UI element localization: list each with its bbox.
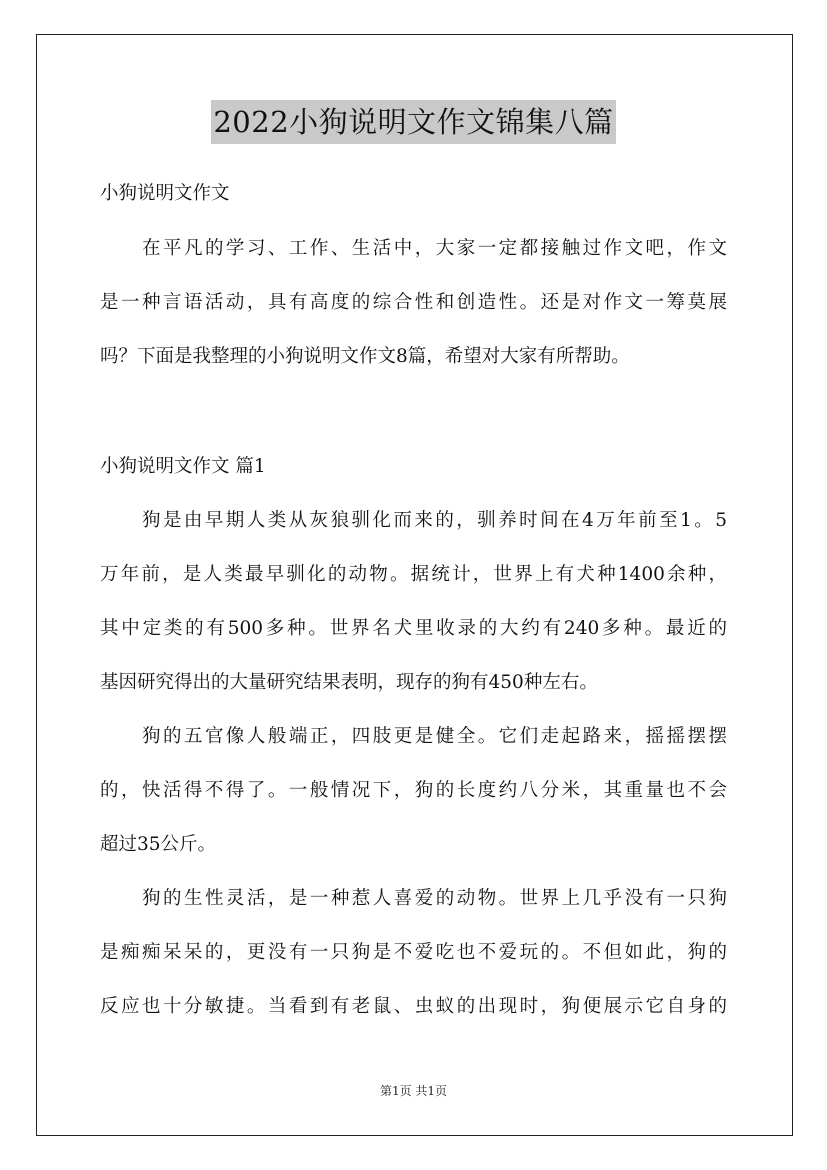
intro-line: 吗？下面是我整理的小狗说明文作文8篇，希望对大家有所帮助。 — [100, 346, 630, 367]
document-title: 2022小狗说明文作文锦集八篇 — [211, 100, 615, 144]
title-container — [0, 100, 827, 144]
paragraph-1-line: 基因研究得出的大量研究结果表明，现存的狗有450种左右。 — [100, 672, 598, 693]
intro-line: 是一种言语活动，具有高度的综合性和创造性。还是对作文一筹莫展 — [100, 292, 727, 313]
paragraph-1-line: 其中定类的有500多种。世界名犬里收录的大约有240多种。最近的 — [100, 618, 727, 639]
section-heading-intro: 小狗说明文作文 — [100, 183, 230, 204]
paragraph-1-line: 万年前，是人类最早驯化的动物。据统计，世界上有犬种1400余种， — [100, 564, 727, 585]
section-heading-1: 小狗说明文作文 篇1 — [100, 456, 266, 477]
intro-line: 在平凡的学习、工作、生活中，大家一定都接触过作文吧，作文 — [142, 238, 727, 259]
paragraph-2-line: 狗的五官像人般端正，四肢更是健全。它们走起路来，摇摇摆摆 — [142, 726, 727, 747]
paragraph-3-line: 狗的生性灵活，是一种惹人喜爱的动物。世界上几乎没有一只狗 — [142, 888, 727, 909]
paragraph-2-line: 超过35公斤。 — [100, 834, 217, 855]
page-footer: 第1页 共1页 — [379, 1084, 448, 1098]
paragraph-2-line: 的，快活得不得了。一般情况下，狗的长度约八分米，其重量也不会 — [100, 780, 727, 801]
paragraph-3-line: 反应也十分敏捷。当看到有老鼠、虫蚁的出现时，狗便展示它自身的 — [100, 996, 727, 1017]
paragraph-1-line: 狗是由早期人类从灰狼驯化而来的，驯养时间在4万年前至1。5 — [142, 510, 727, 531]
paragraph-3-line: 是痴痴呆呆的，更没有一只狗是不爱吃也不爱玩的。不但如此，狗的 — [100, 942, 727, 963]
